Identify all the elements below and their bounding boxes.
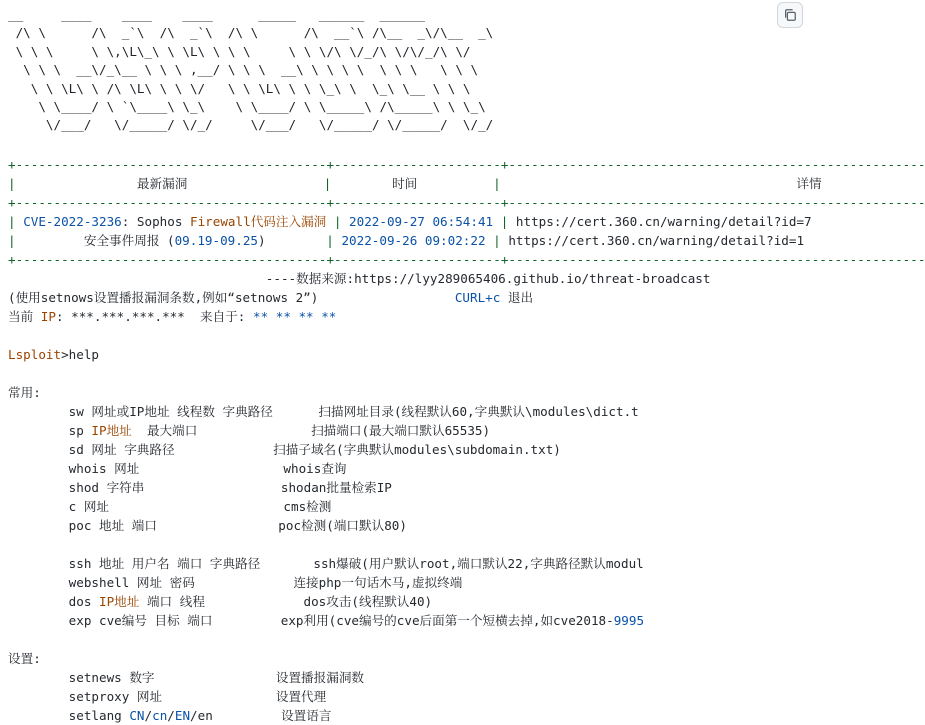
product-name: Firewall [190, 214, 251, 229]
banner-line: __ ____ ____ ____ _____ ______ ______ [8, 7, 426, 22]
cmd-syntax: exp cve编号 目标 端口 [68, 613, 213, 628]
cmd-desc: 设置代理 [275, 689, 327, 704]
cmd-syntax: dos [68, 594, 100, 609]
cmd-desc: dos攻击(线程默认40) [303, 594, 433, 609]
lang-sep: / [190, 708, 198, 723]
row-date: 2022-09-26 [341, 233, 418, 248]
prompt-name: Lsploit [8, 347, 62, 362]
help-row [8, 440, 561, 459]
banner-line: \ \ \ __\/_\__ \ \ \ ,__/ \ \ \ __\ \ \ \ \ \ \ \ \ \ \ [8, 62, 479, 78]
command-prompt [8, 345, 99, 364]
row-detail-link[interactable]: https://cert.360.cn/warning/detail?id=1 [508, 233, 805, 248]
row-title: 安全事件周报 [83, 233, 160, 248]
hint-line [8, 288, 533, 307]
cmd-syntax: sd 网址 字典路径 [68, 442, 175, 457]
paren: ( [167, 233, 175, 248]
cmd-syntax: sp [68, 423, 92, 438]
row-time: 06:54:41 [432, 214, 494, 229]
cmd-desc: 设置语言 [281, 708, 332, 723]
row-time: 09:02:22 [424, 233, 486, 248]
cmd-desc: poc检测(端口默认80) [278, 518, 407, 533]
copy-button[interactable] [777, 2, 803, 28]
row-date: 2022-09-27 [349, 214, 425, 229]
cmd-ip-arg: IP地址 [99, 594, 140, 609]
cmd-syntax: sw 网址或IP地址 线程数 字典路径 [68, 404, 273, 419]
table-header-row: | 最新漏洞 | 时间 | 详情 [8, 176, 822, 191]
cmd-desc: exp利用(cve编号的cve后面第一个短横去掉,如cve2018- [280, 613, 614, 628]
header-latest-vuln: 最新漏洞 [136, 176, 188, 191]
quit-label: 退出 [500, 290, 534, 305]
section-common-title: 常用: [8, 385, 41, 400]
help-row [8, 687, 326, 706]
banner-line: \ \____/ \ `\____\ \_\ \ \____/ \ \_____\ /\_____\ \ \_\ [8, 99, 486, 115]
table-row: | 安全事件周报 (09.19-09.25) | 2022-09-26 09:02:22 | https://cert.360.cn/warning/detail?id=1 [8, 233, 805, 248]
cmd-desc: whois查询 [283, 461, 347, 476]
paren: ) [258, 233, 266, 248]
help-row [8, 573, 462, 592]
section-settings-title: 设置: [8, 651, 41, 666]
table-border-mid: +-----------------------------------------+----------------------+------------------------------------------------------- [8, 195, 925, 210]
help-row [8, 554, 644, 573]
cmd-desc: 设置播报漏洞数 [275, 670, 365, 685]
cmd-desc-number: 9995 [613, 613, 645, 628]
lang-option: EN [174, 708, 191, 723]
table-row: | CVE-2022-3236: Sophos Firewall代码注入漏洞 | 2022-09-27 06:54:41 | https://cert.360.cn/warning/detail?id=7 [8, 214, 812, 229]
cmd-ip-arg: IP地址 [91, 423, 132, 438]
row-detail-link[interactable]: https://cert.360.cn/warning/detail?id=7 [515, 214, 812, 229]
help-row [8, 592, 432, 611]
help-row [8, 706, 331, 725]
help-row [8, 459, 347, 478]
lang-option: CN [129, 708, 145, 723]
ip-line [8, 307, 336, 326]
table-border-bottom: +-----------------------------------------+----------------------+------------------------------------------------------- [8, 252, 925, 267]
cmd-syntax: whois 网址 [68, 461, 140, 476]
cmd-desc: shodan批量检索IP [280, 480, 392, 495]
help-row [8, 478, 392, 497]
cmd-desc: 扫描子域名(字典默认modules\subdomain.txt) [273, 442, 561, 457]
vuln-desc: 代码注入漏洞 [250, 214, 327, 229]
cmd-desc: 扫描端口(最大端口默认65535) [311, 423, 491, 438]
ip-label-prefix: 当前 [8, 309, 41, 324]
cmd-syntax: c 网址 [68, 499, 110, 514]
cmd-syntax: setlang [68, 708, 130, 723]
cmd-syntax: webshell 网址 密码 [68, 575, 195, 590]
cmd-syntax-rest: 最大端口 [131, 423, 198, 438]
cmd-syntax: shod 字符串 [68, 480, 145, 495]
source-url[interactable]: https://lyy289065406.github.io/threat-broadcast [354, 271, 711, 286]
cmd-syntax: setproxy 网址 [68, 689, 163, 704]
cmd-desc: ssh爆破(用户默认root,端口默认22,字典路径默认modul [313, 556, 644, 571]
lang-sep: / [167, 708, 175, 723]
banner-line: \ \ \ \ \,\L\_\ \ \L\ \ \ \ \ \ \/\ \/_/\ \/\/_/\ \/ [8, 43, 471, 59]
vendor-text: : Sophos [121, 214, 191, 229]
copy-icon [783, 8, 797, 22]
lang-sep: / [144, 708, 153, 723]
help-row [8, 402, 639, 421]
header-details: 详情 [796, 176, 822, 191]
lang-option: cn [152, 708, 168, 723]
help-row [8, 516, 407, 535]
cmd-syntax: poc 地址 端口 [68, 518, 157, 533]
hint-text: (使用setnows设置播报漏洞条数,例如“setnows 2”) [8, 290, 319, 305]
week-range: 09.19-09.25 [174, 233, 258, 248]
quit-key: CURL+c [454, 290, 501, 305]
banner-line: \/___/ \/_____/ \/_/ \/___/ \/_____/ \/_____/ \/_/ [8, 117, 494, 133]
prompt-sep: > [61, 347, 69, 362]
help-row [8, 497, 331, 516]
prompt-command[interactable]: help [68, 347, 100, 362]
cmd-desc: cms检测 [283, 499, 332, 514]
from-value: ** ** ** ** [252, 309, 337, 324]
ip-label: IP [40, 309, 56, 324]
ascii-banner [8, 6, 493, 135]
cmd-syntax: ssh 地址 用户名 端口 字典路径 [68, 556, 261, 571]
cve-id: CVE-2022-3236 [23, 214, 122, 229]
help-row [8, 611, 644, 630]
cmd-syntax-rest: 端口 线程 [139, 594, 205, 609]
cmd-desc: 扫描网址目录(线程默认60,字典默认\modules\dict.t [318, 404, 639, 419]
table-border-top: +-----------------------------------------+----------------------+------------------------------------------------------- [8, 157, 925, 172]
banner-line: /\ \ /\ _`\ /\ _`\ /\ \ /\ __`\ /\__ _\/\__ _\ [8, 25, 494, 41]
lang-option: en [197, 708, 213, 723]
cmd-syntax: setnews 数字 [68, 670, 155, 685]
cmd-desc: 连接php一句话木马,虚拟终端 [293, 575, 463, 590]
data-source-line [8, 269, 710, 288]
source-label: ----数据来源: [265, 271, 355, 286]
help-row [8, 421, 490, 440]
header-time: 时间 [392, 176, 418, 191]
banner-line: \ \ \L\ \ /\ \L\ \ \ \/ \ \ \L\ \ \ \_\ \ \_\ \__ \ \ \ [8, 80, 471, 96]
from-label: 来自于: [184, 309, 253, 324]
ip-value: : ***.***.***.*** [55, 309, 185, 324]
help-row [8, 668, 364, 687]
